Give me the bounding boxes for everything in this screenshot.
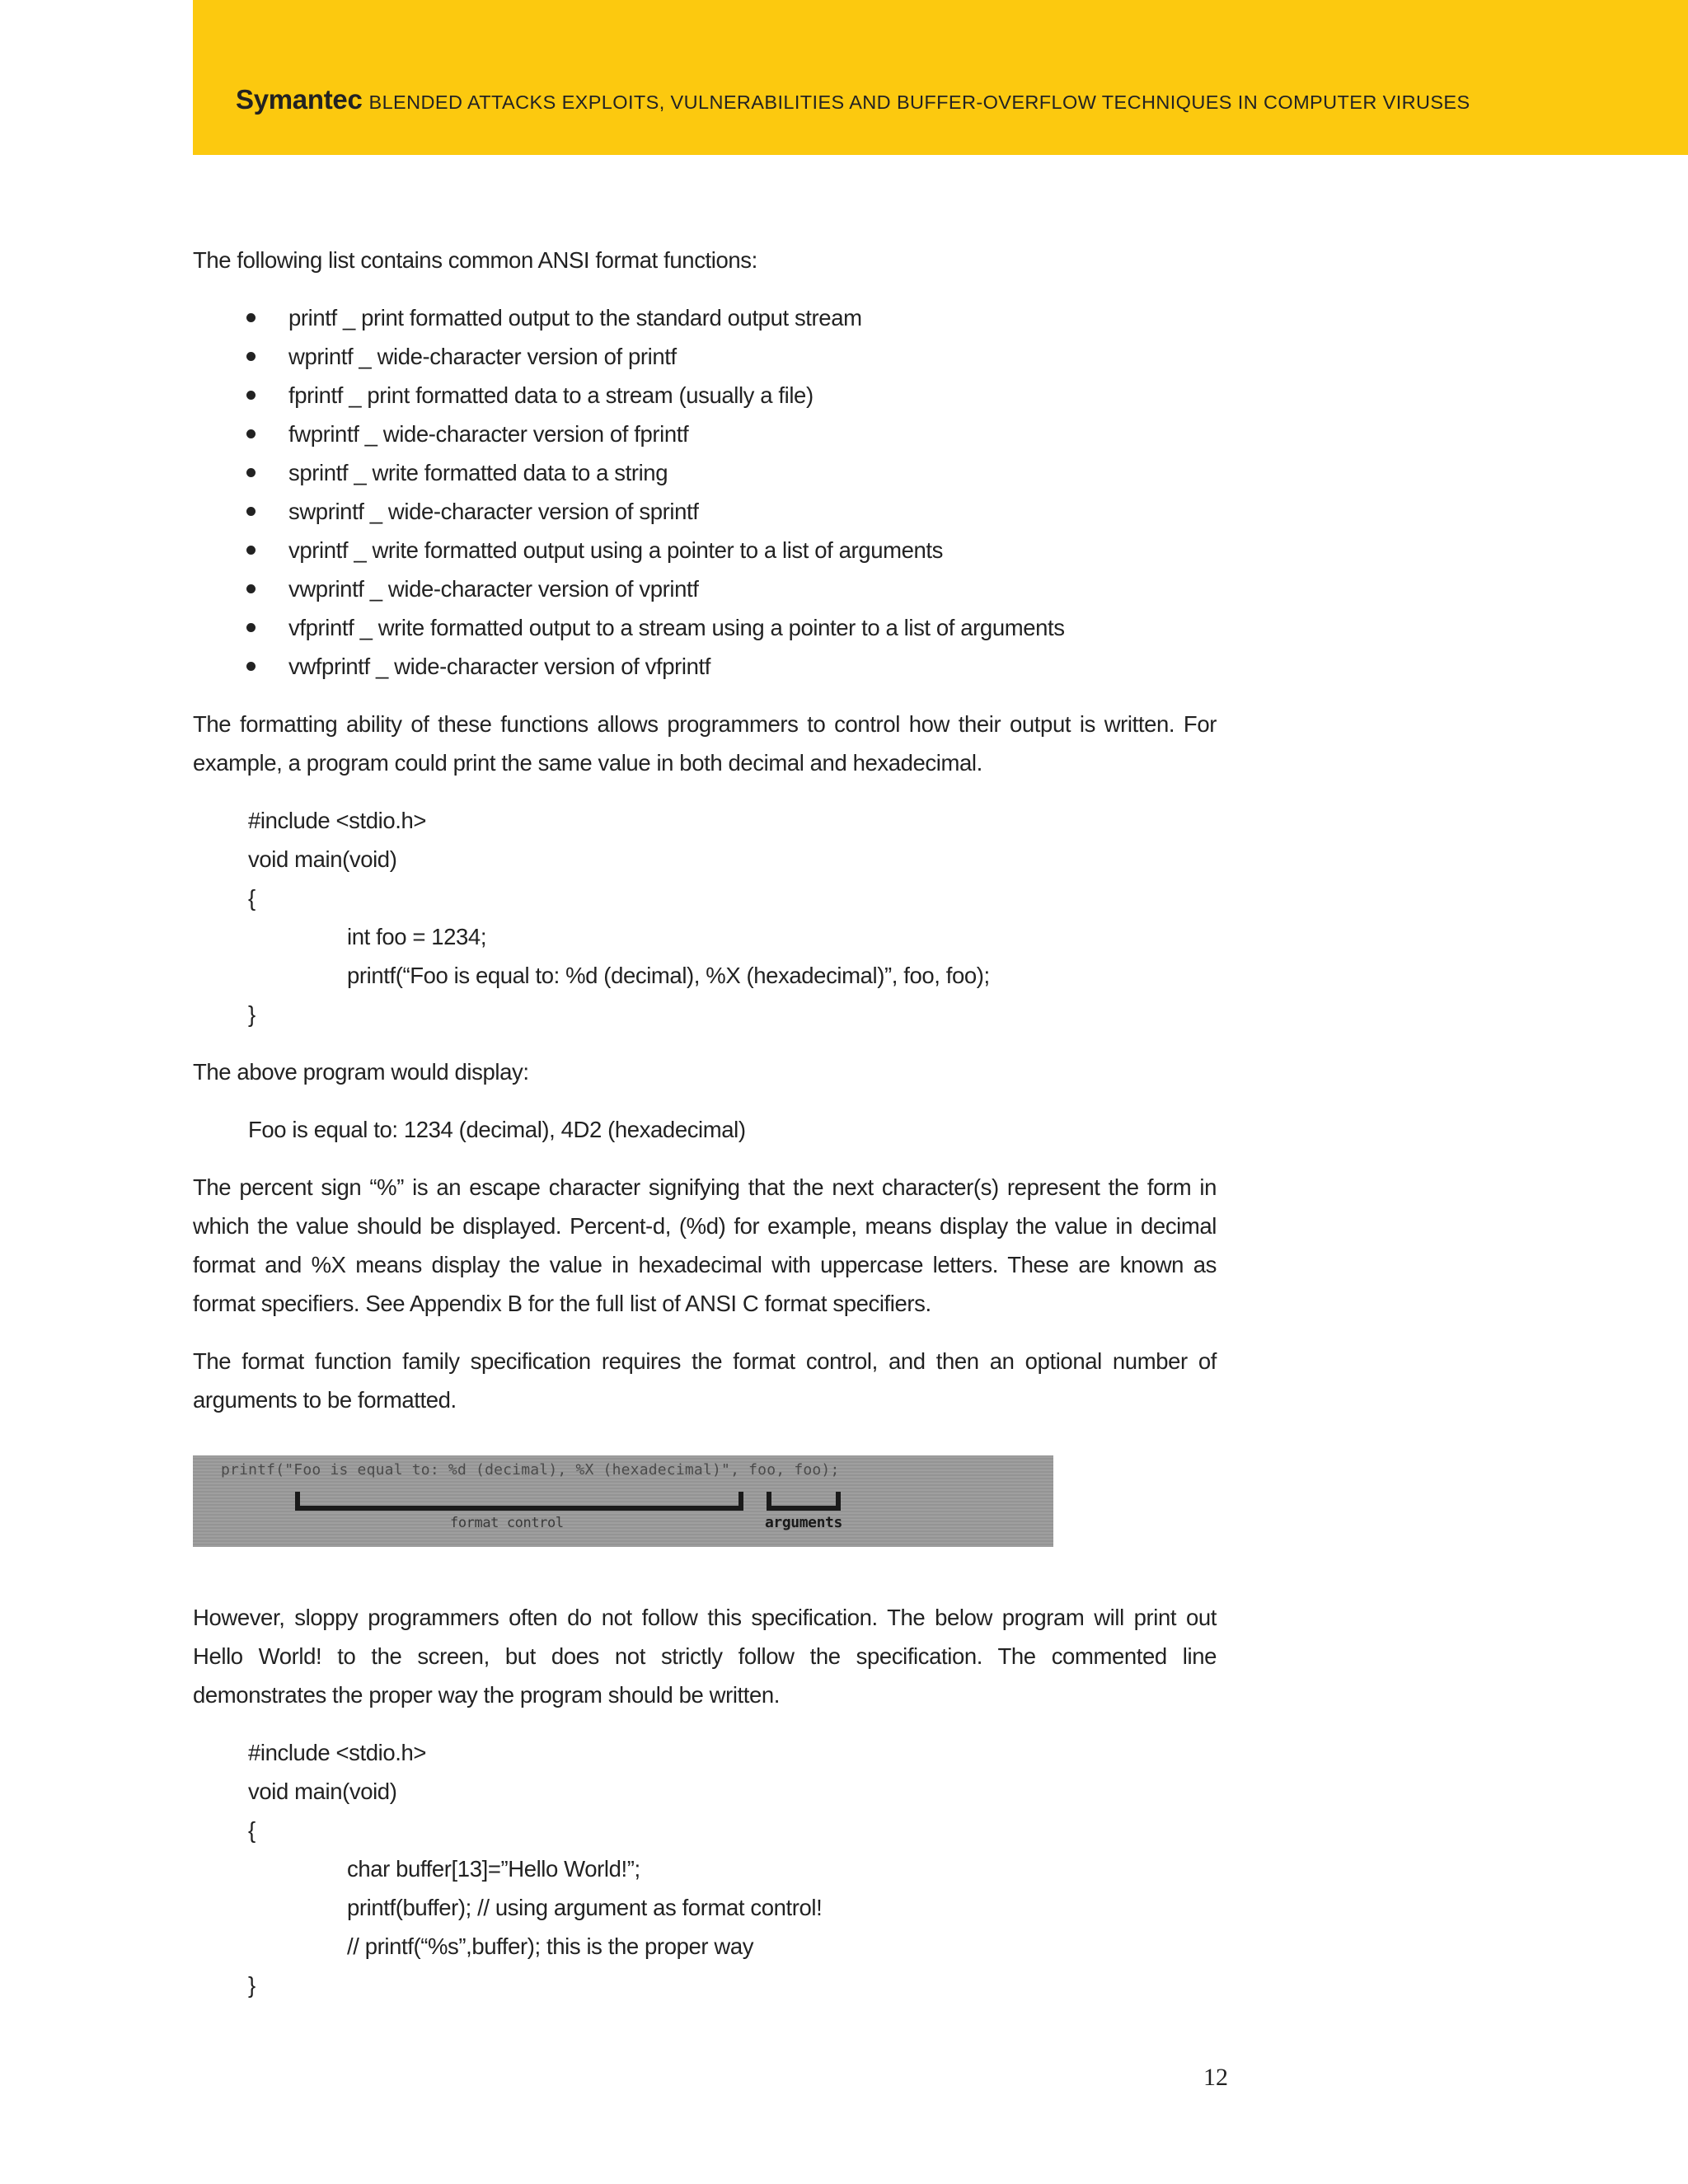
bullet-icon bbox=[246, 546, 256, 555]
brand-name: Symantec bbox=[236, 84, 363, 115]
code-line: #include <stdio.h> bbox=[248, 808, 427, 833]
list-item bbox=[193, 531, 1217, 569]
intro-paragraph: The following list contains common ANSI format functions: bbox=[193, 247, 757, 273]
list-item-text: vwfprintf _ wide-character version of vfprintf bbox=[288, 654, 710, 679]
bullet-icon bbox=[246, 584, 256, 593]
bullet-icon bbox=[246, 352, 256, 361]
program-output: Foo is equal to: 1234 (decimal), 4D2 (hexadecimal) bbox=[248, 1117, 746, 1142]
code-line: int foo = 1234; bbox=[347, 924, 487, 949]
code-line: } bbox=[248, 1001, 256, 1027]
code-line: { bbox=[248, 1817, 256, 1843]
list-item bbox=[193, 376, 1217, 415]
list-item bbox=[193, 415, 1217, 453]
bullet-icon bbox=[246, 623, 256, 632]
list-item bbox=[193, 608, 1217, 647]
code-line: void main(void) bbox=[248, 1779, 397, 1804]
bullet-icon bbox=[246, 313, 256, 322]
list-item-text: printf _ print formatted output to the standard output stream bbox=[288, 305, 862, 330]
list-item bbox=[193, 569, 1217, 608]
page-number: 12 bbox=[1203, 2064, 1228, 2091]
list-item-text: vwprintf _ wide-character version of vprintf bbox=[288, 576, 699, 602]
code-line: } bbox=[248, 1972, 256, 1998]
list-item-text: fprintf _ print formatted data to a stream (usually a file) bbox=[288, 382, 814, 408]
running-header bbox=[236, 84, 1470, 115]
format-control-label: format control bbox=[450, 1515, 564, 1531]
list-item bbox=[193, 647, 1217, 686]
code-example-hello-world bbox=[193, 1733, 1217, 2004]
code-line: // printf(“%s”,buffer); this is the proper way bbox=[347, 1933, 754, 1959]
code-example-decimal-hex bbox=[193, 801, 1217, 1033]
list-item bbox=[193, 453, 1217, 492]
document-title: BLENDED ATTACKS EXPLOITS, VULNERABILITIES AND BUFFER-OVERFLOW TECHNIQUES IN COMPUTER VIRUSES bbox=[368, 91, 1470, 113]
bullet-icon bbox=[246, 429, 256, 438]
list-item-text: wprintf _ wide-character version of printf bbox=[288, 344, 677, 369]
percent-sign-paragraph: The percent sign “%” is an escape character signifying that the next character(s) represent the form in which the value should be displayed. Percent-d, (%d) for example, means display the value in decimal format and %X means display the value in hexadecimal with uppercase letters. These are known as format specifiers. See Appendix B for the full list of ANSI C format specifiers. bbox=[193, 1174, 1217, 1316]
bullet-icon bbox=[246, 468, 256, 477]
list-item-text: vprintf _ write formatted output using a pointer to a list of arguments bbox=[288, 537, 943, 563]
bullet-icon bbox=[246, 391, 256, 400]
code-line: printf(“Foo is equal to: %d (decimal), %X (hexadecimal)”, foo, foo); bbox=[347, 963, 990, 988]
bullet-icon bbox=[246, 507, 256, 516]
header-band bbox=[193, 0, 1688, 155]
list-item-text: sprintf _ write formatted data to a string bbox=[288, 460, 668, 485]
format-control-bracket bbox=[295, 1492, 743, 1511]
code-line: { bbox=[248, 885, 256, 911]
format-control-figure bbox=[193, 1455, 1053, 1547]
code-line: char buffer[13]=”Hello World!”; bbox=[347, 1856, 640, 1882]
code-line: #include <stdio.h> bbox=[248, 1740, 427, 1765]
arguments-label: arguments bbox=[765, 1514, 842, 1531]
list-item-text: fwprintf _ wide-character version of fprintf bbox=[288, 421, 689, 447]
format-functions-list bbox=[193, 298, 1217, 686]
page-content bbox=[193, 241, 1217, 2004]
arguments-bracket bbox=[767, 1492, 841, 1511]
sloppy-programmers-paragraph: However, sloppy programmers often do not follow this specification. The below program will print out Hello World! to the screen, but does not strictly follow the specification. The commented line demonstrates the proper way the program should be written. bbox=[193, 1605, 1217, 1708]
bullet-icon bbox=[246, 662, 256, 671]
code-line: void main(void) bbox=[248, 846, 397, 872]
list-item-text: vfprintf _ write formatted output to a stream using a pointer to a list of arguments bbox=[288, 615, 1065, 640]
specification-paragraph: The format function family specification requires the format control, and then an optional number of arguments to be formatted. bbox=[193, 1348, 1217, 1413]
display-paragraph: The above program would display: bbox=[193, 1059, 529, 1085]
list-item bbox=[193, 492, 1217, 531]
code-line: printf(buffer); // using argument as format control! bbox=[347, 1895, 823, 1920]
list-item bbox=[193, 337, 1217, 376]
formatting-paragraph: The formatting ability of these functions allows programmers to control how their output is written. For example, a program could print the same value in both decimal and hexadecimal. bbox=[193, 711, 1217, 776]
list-item-text: swprintf _ wide-character version of sprintf bbox=[288, 499, 699, 524]
list-item bbox=[193, 298, 1217, 337]
figure-code-line: printf("Foo is equal to: %d (decimal), %X (hexadecimal)", foo, foo); bbox=[221, 1461, 840, 1479]
